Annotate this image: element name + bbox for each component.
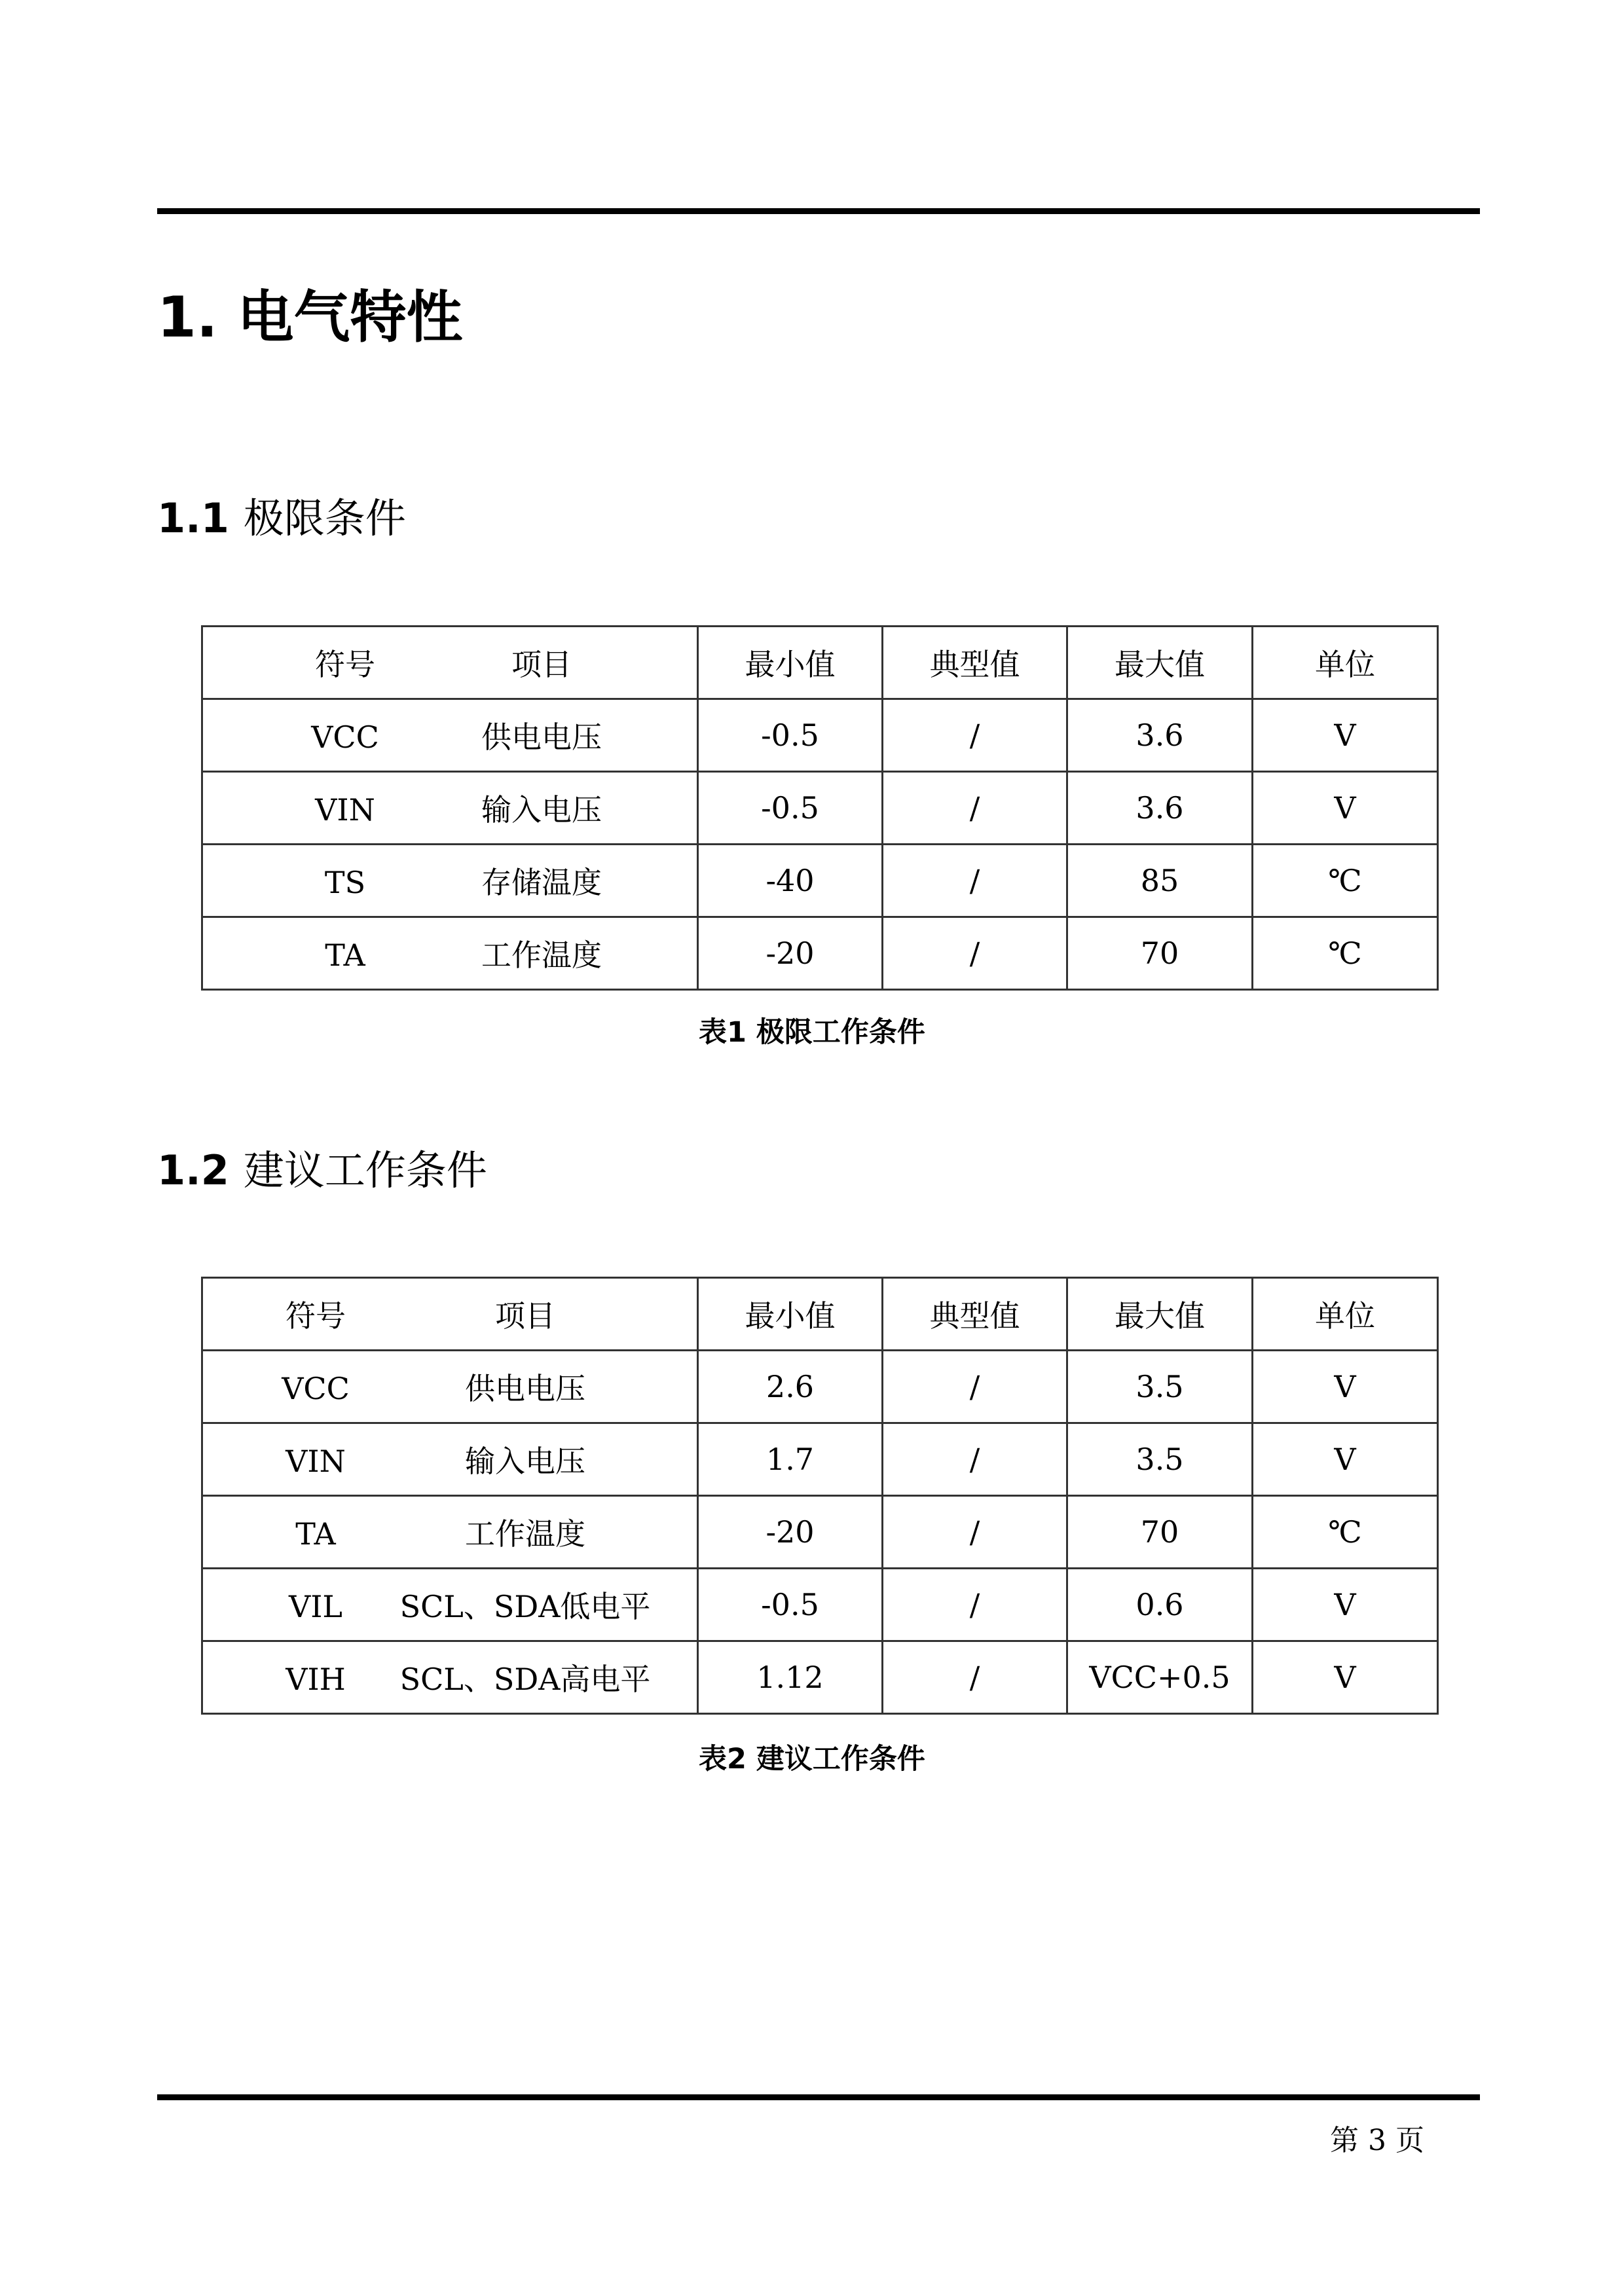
table-row	[202, 772, 1438, 845]
min-cell: 1.12	[698, 1641, 883, 1714]
unit-cell: V	[1253, 1351, 1438, 1423]
symbol-cell: VIN	[315, 792, 375, 828]
recommended-conditions-table	[201, 1277, 1439, 1715]
min-cell: -0.5	[698, 699, 883, 772]
header-typ: 典型值	[883, 1278, 1067, 1351]
absolute-limits-table	[201, 625, 1439, 991]
table-row	[202, 1423, 1438, 1496]
symbol-item-cell	[202, 772, 698, 845]
min-cell: -40	[698, 845, 883, 917]
symbol-item-cell	[202, 1423, 698, 1496]
max-cell: 70	[1067, 917, 1253, 990]
footer-rule	[157, 2094, 1480, 2100]
table-header-row	[202, 1278, 1438, 1351]
max-cell: 70	[1067, 1496, 1253, 1569]
header-rule	[157, 208, 1480, 214]
section-number: 1.1	[157, 494, 229, 542]
table-row	[202, 1641, 1438, 1714]
min-cell: 1.7	[698, 1423, 883, 1496]
section-heading-1-1	[157, 492, 406, 545]
table-row	[202, 699, 1438, 772]
item-cell: 存储温度	[481, 865, 602, 900]
item-cell: 供电电压	[465, 1371, 585, 1406]
section-title: 极限条件	[243, 494, 406, 542]
symbol-cell: VCC	[282, 1371, 350, 1406]
symbol-item-cell	[202, 845, 698, 917]
table-row	[202, 1496, 1438, 1569]
unit-cell: ℃	[1253, 845, 1438, 917]
item-cell: 输入电压	[465, 1444, 585, 1479]
table-header-row	[202, 627, 1438, 699]
table-row	[202, 1569, 1438, 1641]
symbol-cell: TA	[325, 938, 365, 973]
table-caption-1: 表1 极限工作条件	[699, 1016, 925, 1049]
header-symbol-item	[202, 627, 698, 699]
min-cell: -20	[698, 1496, 883, 1569]
typ-cell: /	[883, 1641, 1067, 1714]
symbol-cell: VCC	[311, 720, 379, 755]
symbol-cell: VIN	[286, 1444, 346, 1479]
symbol-item-cell	[202, 1569, 698, 1641]
max-cell: 3.5	[1067, 1351, 1253, 1423]
header-unit: 单位	[1253, 1278, 1438, 1351]
typ-cell: /	[883, 845, 1067, 917]
header-min: 最小值	[698, 1278, 883, 1351]
unit-cell: V	[1253, 1569, 1438, 1641]
item-cell: SCL、SDA低电平	[399, 1589, 651, 1624]
max-cell: VCC+0.5	[1067, 1641, 1253, 1714]
table-row	[202, 1351, 1438, 1423]
typ-cell: /	[883, 1351, 1067, 1423]
typ-cell: /	[883, 1569, 1067, 1641]
typ-cell: /	[883, 699, 1067, 772]
chapter-heading: 1. 电气特性	[157, 285, 463, 350]
min-cell: -0.5	[698, 772, 883, 845]
max-cell: 3.6	[1067, 699, 1253, 772]
typ-cell: /	[883, 1496, 1067, 1569]
unit-cell: V	[1253, 1641, 1438, 1714]
item-cell: 输入电压	[481, 792, 602, 828]
max-cell: 3.6	[1067, 772, 1253, 845]
typ-cell: /	[883, 772, 1067, 845]
min-cell: -0.5	[698, 1569, 883, 1641]
min-cell: -20	[698, 917, 883, 990]
max-cell: 3.5	[1067, 1423, 1253, 1496]
header-symbol: 符号	[286, 1298, 346, 1334]
section-title: 建议工作条件	[243, 1146, 487, 1194]
table-row	[202, 845, 1438, 917]
item-cell: 供电电压	[481, 720, 602, 755]
symbol-item-cell	[202, 1351, 698, 1423]
item-cell: 工作温度	[481, 938, 602, 973]
item-cell: SCL、SDA高电平	[399, 1662, 651, 1697]
header-unit: 单位	[1253, 627, 1438, 699]
symbol-cell: VIL	[289, 1589, 342, 1624]
symbol-item-cell	[202, 917, 698, 990]
header-typ: 典型值	[883, 627, 1067, 699]
symbol-item-cell	[202, 699, 698, 772]
table-row	[202, 917, 1438, 990]
section-number: 1.2	[157, 1146, 229, 1194]
symbol-cell: VIH	[286, 1662, 346, 1697]
symbol-cell: TA	[295, 1516, 336, 1552]
unit-cell: V	[1253, 699, 1438, 772]
item-cell: 工作温度	[465, 1516, 585, 1552]
table-caption-2: 表2 建议工作条件	[699, 1743, 925, 1776]
symbol-item-cell	[202, 1496, 698, 1569]
typ-cell: /	[883, 1423, 1067, 1496]
header-max: 最大值	[1067, 1278, 1253, 1351]
header-symbol-item	[202, 1278, 698, 1351]
symbol-item-cell	[202, 1641, 698, 1714]
symbol-cell: TS	[324, 865, 366, 900]
header-symbol: 符号	[315, 647, 375, 682]
page-number: 第 3 页	[1330, 2124, 1424, 2157]
max-cell: 0.6	[1067, 1569, 1253, 1641]
max-cell: 85	[1067, 845, 1253, 917]
unit-cell: V	[1253, 1423, 1438, 1496]
unit-cell: V	[1253, 772, 1438, 845]
section-heading-1-2	[157, 1144, 487, 1197]
unit-cell: ℃	[1253, 917, 1438, 990]
header-max: 最大值	[1067, 627, 1253, 699]
typ-cell: /	[883, 917, 1067, 990]
min-cell: 2.6	[698, 1351, 883, 1423]
unit-cell: ℃	[1253, 1496, 1438, 1569]
header-min: 最小值	[698, 627, 883, 699]
header-item: 项目	[495, 1298, 555, 1334]
header-item: 项目	[511, 647, 572, 682]
